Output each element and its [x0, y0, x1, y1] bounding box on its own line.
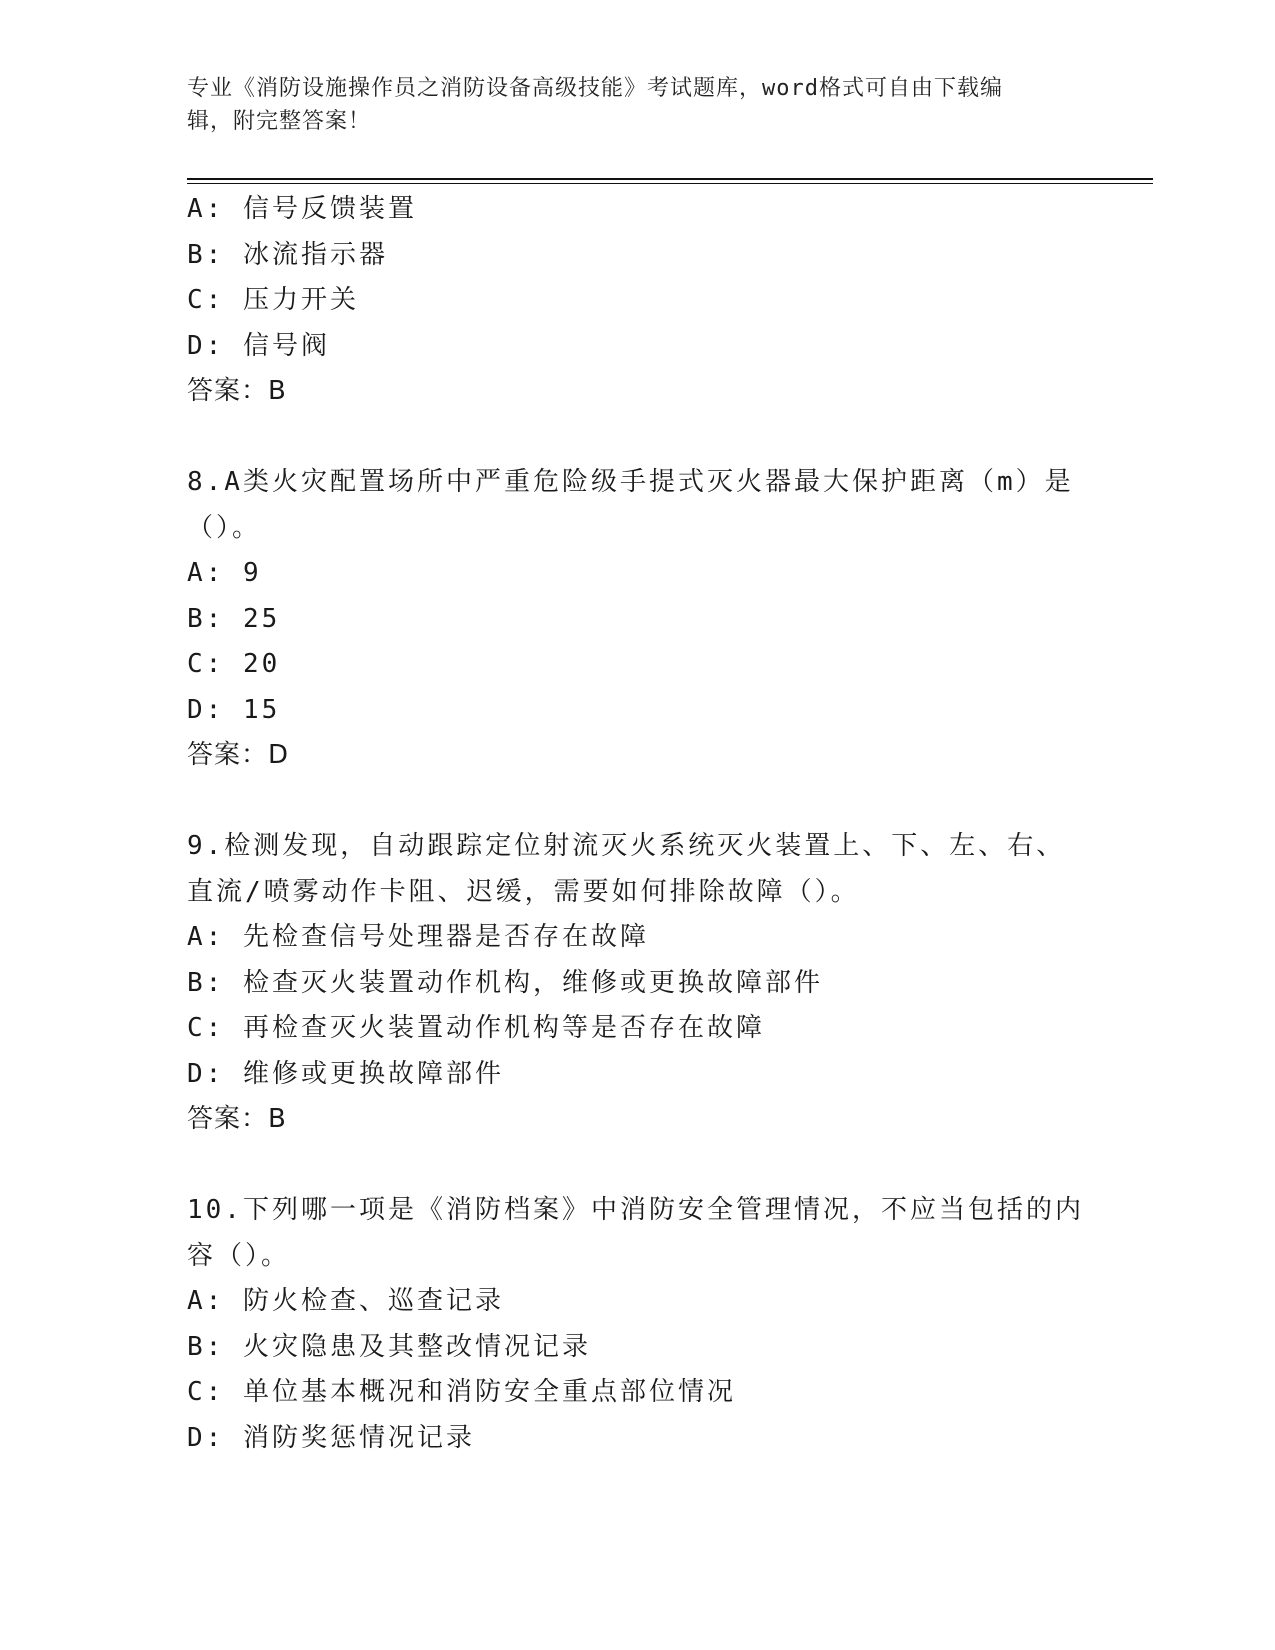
- question-7: [187, 187, 1087, 415]
- header-divider-thin: [187, 183, 1153, 184]
- answer: 答案：B: [187, 1104, 287, 1134]
- option-b: B: 火灾隐患及其整改情况记录: [187, 1331, 591, 1362]
- question-stem: [187, 824, 1087, 915]
- header-line-1: 专业《消防设施操作员之消防设备高级技能》考试题库，word格式可自由下载编: [187, 76, 1003, 101]
- question-9: [187, 824, 1087, 1143]
- option-b: B: 冰流指示器: [187, 239, 388, 270]
- question-stem-line-2: （）。: [187, 512, 262, 543]
- question-stem-line-1: 8.A类火灾配置场所中严重危险级手提式灭火器最大保护距离（m）是: [187, 467, 1074, 497]
- question-stem: [187, 460, 1087, 551]
- option-a: A: 防火检查、巡查记录: [187, 1286, 504, 1316]
- question-stem-line-2: 直流/喷雾动作卡阻、迟缓，需要如何排除故障（）。: [187, 876, 860, 907]
- header-line-2: 辑，附完整答案！: [187, 109, 372, 134]
- option-a: A: 信号反馈装置: [187, 194, 417, 224]
- question-list: [187, 187, 1087, 1461]
- question-stem-line-1: 10.下列哪一项是《消防档案》中消防安全管理情况，不应当包括的内: [187, 1195, 1084, 1225]
- question-stem: [187, 1188, 1087, 1279]
- option-c: C: 再检查灭火装置动作机构等是否存在故障: [187, 1013, 765, 1043]
- document-header: [187, 72, 1067, 138]
- spacer: [187, 1143, 1087, 1189]
- option-a: A: 先检查信号处理器是否存在故障: [187, 922, 649, 952]
- answer: 答案：D: [187, 740, 290, 770]
- question-stem-line-1: 9.检测发现，自动跟踪定位射流灭火系统灭火装置上、下、左、右、: [187, 831, 1066, 861]
- option-d: D: 15: [187, 694, 281, 725]
- option-c: C: 压力开关: [187, 285, 359, 315]
- option-b: B: 检查灭火装置动作机构，维修或更换故障部件: [187, 967, 823, 998]
- option-d: D: 维修或更换故障部件: [187, 1058, 504, 1089]
- spacer: [187, 415, 1087, 461]
- spacer: [187, 779, 1087, 825]
- option-c: C: 20: [187, 649, 281, 679]
- option-b: B: 25: [187, 603, 281, 634]
- option-c: C: 单位基本概况和消防安全重点部位情况: [187, 1377, 736, 1407]
- option-d: D: 信号阀: [187, 330, 330, 361]
- question-8: [187, 460, 1087, 779]
- option-d: D: 消防奖惩情况记录: [187, 1422, 475, 1453]
- question-10: [187, 1188, 1087, 1461]
- header-divider-thick: [187, 178, 1153, 180]
- option-a: A: 9: [187, 558, 262, 588]
- answer: 答案：B: [187, 376, 287, 406]
- question-stem-line-2: 容（）。: [187, 1240, 291, 1271]
